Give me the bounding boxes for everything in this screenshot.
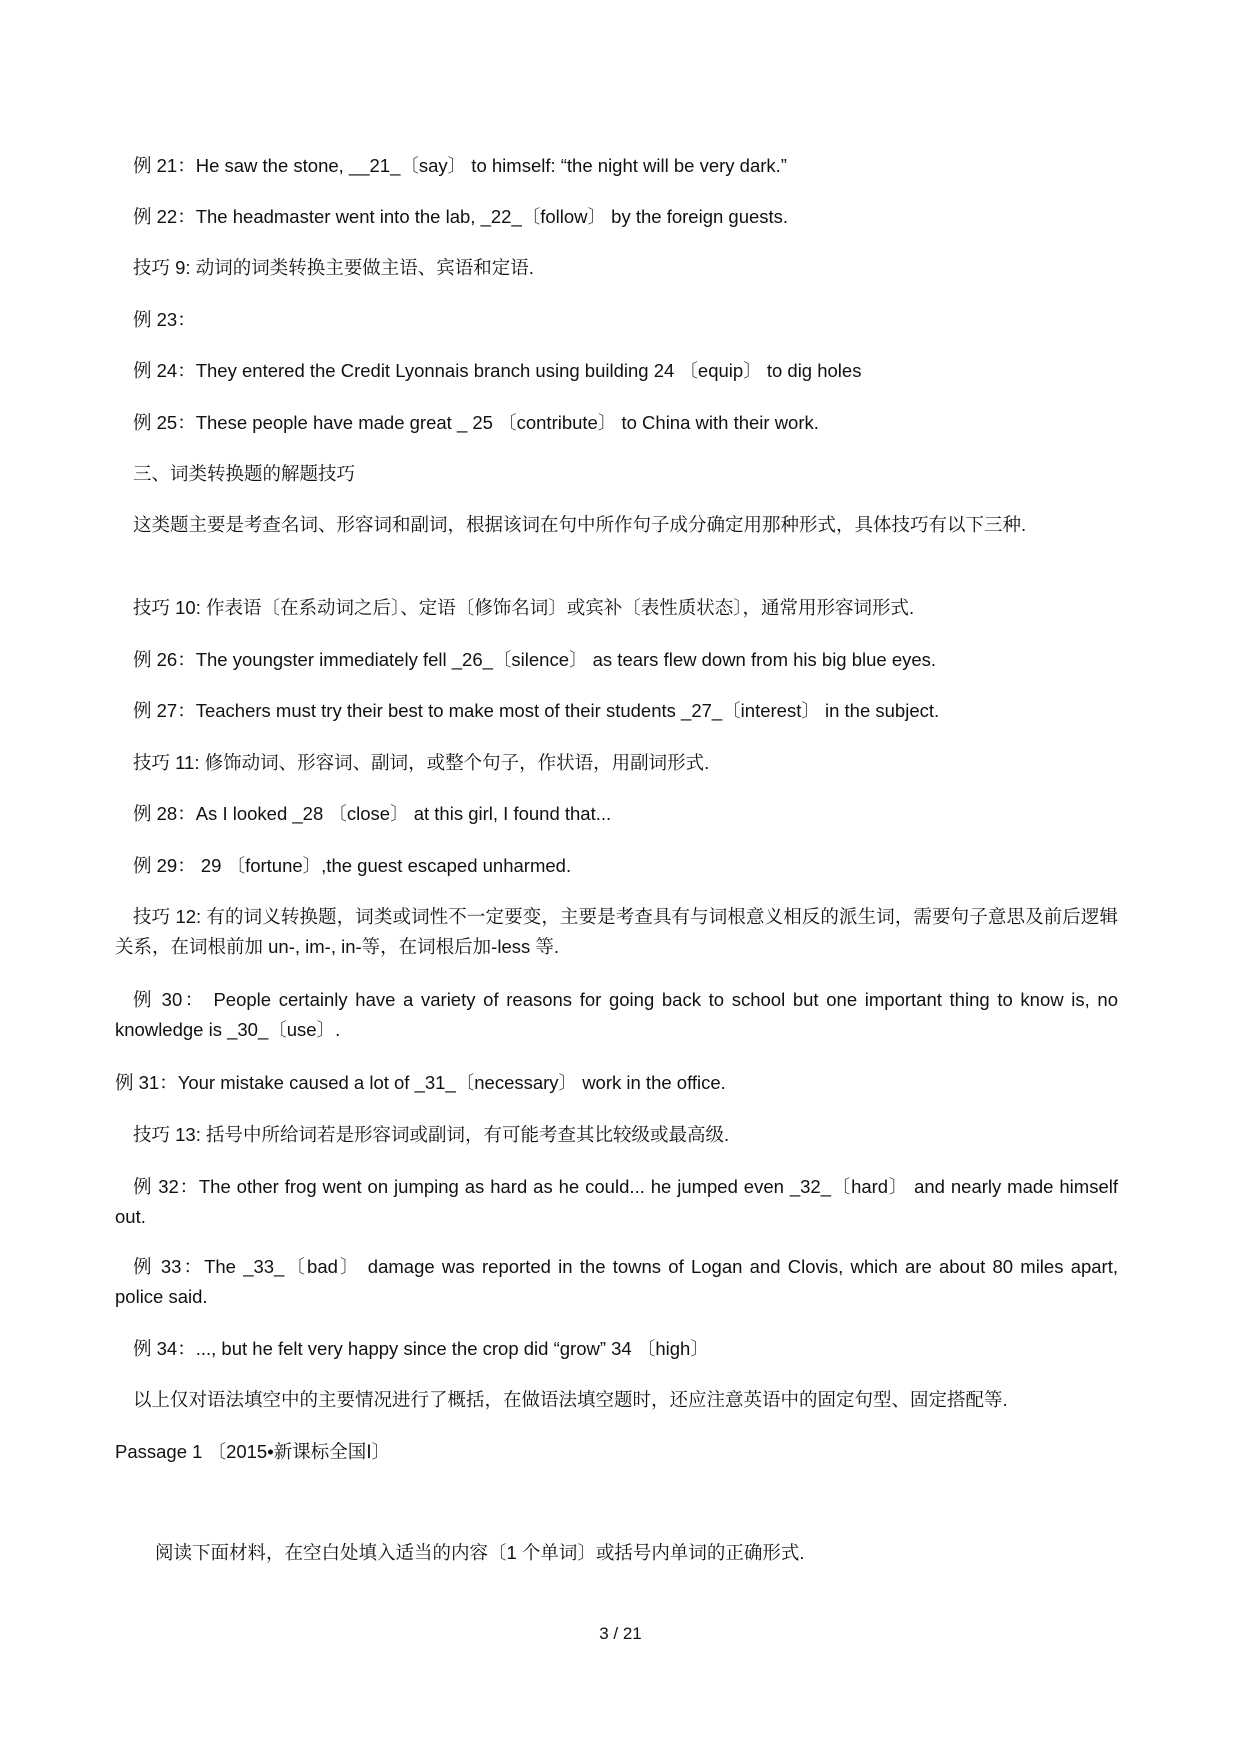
- example-29: 例 29： 29 〔fortune〕,the guest escaped unharmed.: [133, 855, 572, 876]
- section-heading-3: 三、词类转换题的解题技巧: [133, 463, 356, 484]
- example-24: 例 24：They entered the Credit Lyonnais branch using building 24 〔equip〕 to dig holes: [133, 360, 862, 381]
- tip-11: 技巧 11: 修饰动词、形容词、副词，或整个句子，作状语，用副词形式.: [133, 752, 710, 773]
- example-26: 例 26：The youngster immediately fell _26_〔silence〕 as tears flew down from his big blue eyes.: [133, 649, 937, 670]
- summary-note: 以上仅对语法填空中的主要情况进行了概括，在做语法填空题时，还应注意英语中的固定句型、固定搭配等.: [133, 1389, 1008, 1410]
- section-intro: 这类题主要是考查名词、形容词和副词，根据该词在句中所作句子成分确定用那种形式，具体技巧有以下三种.: [133, 514, 1027, 535]
- example-34: 例 34：..., but he felt very happy since the crop did “grow” 34 〔high〕: [133, 1338, 709, 1359]
- example-28: 例 28：As I looked _28 〔close〕 at this girl, I found that...: [133, 803, 612, 824]
- example-32: 例 32：The other frog went on jumping as hard as he could... he jumped even _32_〔hard〕 and nearly made himself out.: [115, 1176, 1118, 1227]
- tip-12: 技巧 12: 有的词义转换题，词类或词性不一定要变，主要是考查具有与词根意义相反的派生词，需要句子意思及前后逻辑关系，在词根前加 un-, im-, in-等，在词根后加-less 等.: [115, 906, 1118, 957]
- page-number: 3 / 21: [599, 1624, 642, 1643]
- tip-9: 技巧 9: 动词的词类转换主要做主语、宾语和定语.: [133, 257, 534, 278]
- passage-heading: Passage 1 〔2015•新课标全国Ⅰ〕: [115, 1441, 391, 1462]
- example-22: 例 22：The headmaster went into the lab, _22_〔follow〕 by the foreign guests.: [133, 206, 789, 227]
- tip-10: 技巧 10: 作表语〔在系动词之后〕、定语〔修饰名词〕或宾补〔表性质状态〕，通常用形容词形式.: [133, 597, 915, 618]
- tip-13: 技巧 13: 括号中所给词若是形容词或副词，有可能考查其比较级或最高级.: [133, 1124, 730, 1145]
- example-33: 例 33：The _33_〔bad〕 damage was reported in the towns of Logan and Clovis, which are about 80 miles apart, police said.: [115, 1256, 1118, 1307]
- instructions: 阅读下面材料，在空白处填入适当的内容〔1 个单词〕或括号内单词的正确形式.: [155, 1542, 805, 1563]
- example-31: 例 31：Your mistake caused a lot of _31_〔necessary〕 work in the office.: [115, 1072, 726, 1093]
- example-21: 例 21：He saw the stone, __21_〔say〕 to himself: “the night will be very dark.”: [133, 155, 787, 176]
- example-27: 例 27：Teachers must try their best to make most of their students _27_〔interest〕 in the subject.: [133, 700, 940, 721]
- example-25: 例 25：These people have made great _ 25 〔contribute〕 to China with their work.: [133, 412, 819, 433]
- example-23: 例 23：: [133, 309, 196, 330]
- example-30: 例 30： People certainly have a variety of reasons for going back to school but one important thing to know is, no knowledge is _30_〔use〕.: [115, 989, 1118, 1040]
